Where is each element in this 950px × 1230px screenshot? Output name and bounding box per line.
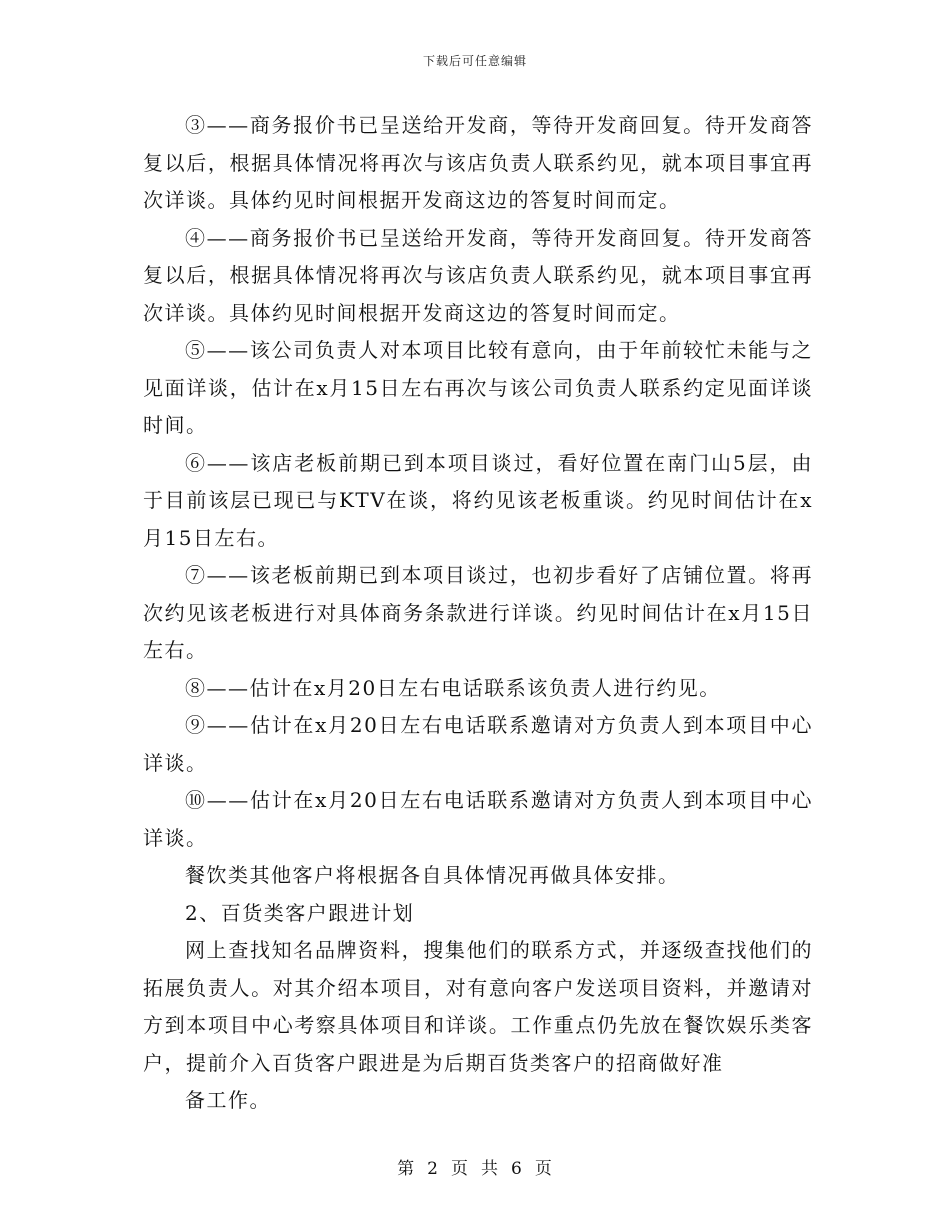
page-footer <box>0 1154 950 1179</box>
paragraph-continuation: 备工作。 <box>185 1088 271 1112</box>
paragraph-item-6: ⑥——该店老板前期已到本项目谈过，看好位置在南门山5层，由于目前该层已现已与KTV在谈，将约见该老板重谈。约见时间估计在x月15日左右。 <box>143 450 813 550</box>
paragraph-item-10: ⑩——估计在x月20日左右电话联系邀请对方负责人到本项目中心详谈。 <box>143 788 813 850</box>
paragraph-item-9: ⑨——估计在x月20日左右电话联系邀请对方负责人到本项目中心详谈。 <box>143 713 813 775</box>
footer-label-ye: 页 <box>451 1159 469 1179</box>
footer-label-gong: 共 <box>481 1159 499 1179</box>
footer-label-ye2: 页 <box>534 1159 553 1179</box>
footer-total-pages: 6 <box>511 1159 523 1179</box>
paragraph-item-5: ⑤——该公司负责人对本项目比较有意向，由于年前较忙未能与之见面详谈，估计在x月15日左右再次与该公司负责人联系约定见面详谈时间。 <box>143 338 813 437</box>
paragraph-item-4: ④——商务报价书已呈送给开发商，等待开发商回复。待开发商答复以后，根据具体情况将再次与该店负责人联系约见，就本项目事宜再次详谈。具体约见时间根据开发商这边的答复时间而定。 <box>143 225 813 325</box>
document-body <box>143 107 813 1120</box>
footer-page-number: 2 <box>427 1159 439 1179</box>
header-note: 下载后可任意编辑 <box>422 54 527 68</box>
paragraph-department-store-plan: 网上查找知名品牌资料，搜集他们的联系方式，并逐级查找他们的拓展负责人。对其介绍本项目，对有意向客户发送项目资料，并邀请对方到本项目中心考察具体项目和详谈。工作重点仍先放在餐饮娱乐类客户，提前介入百货客户跟进是为后期百货类客户的招商做好准 <box>143 938 813 1075</box>
paragraph-dining-other: 餐饮类其他客户将根据各自具体情况再做具体安排。 <box>185 863 680 887</box>
paragraph-item-3: ③——商务报价书已呈送给开发商，等待开发商回复。待开发商答复以后，根据具体情况将再次与该店负责人联系约见，就本项目事宜再次详谈。具体约见时间根据开发商这边的答复时间而定。 <box>143 113 813 212</box>
footer-label-di: 第 <box>397 1159 416 1179</box>
section-heading-department-store: 2、百货类客户跟进计划 <box>185 900 415 925</box>
paragraph-item-7: ⑦——该老板前期已到本项目谈过，也初步看好了店铺位置。将再次约见该老板进行对具体商务条款进行详谈。约见时间估计在x月15日左右。 <box>143 563 813 662</box>
paragraph-item-8: ⑧——估计在x月20日左右电话联系该负责人进行约见。 <box>185 675 721 700</box>
